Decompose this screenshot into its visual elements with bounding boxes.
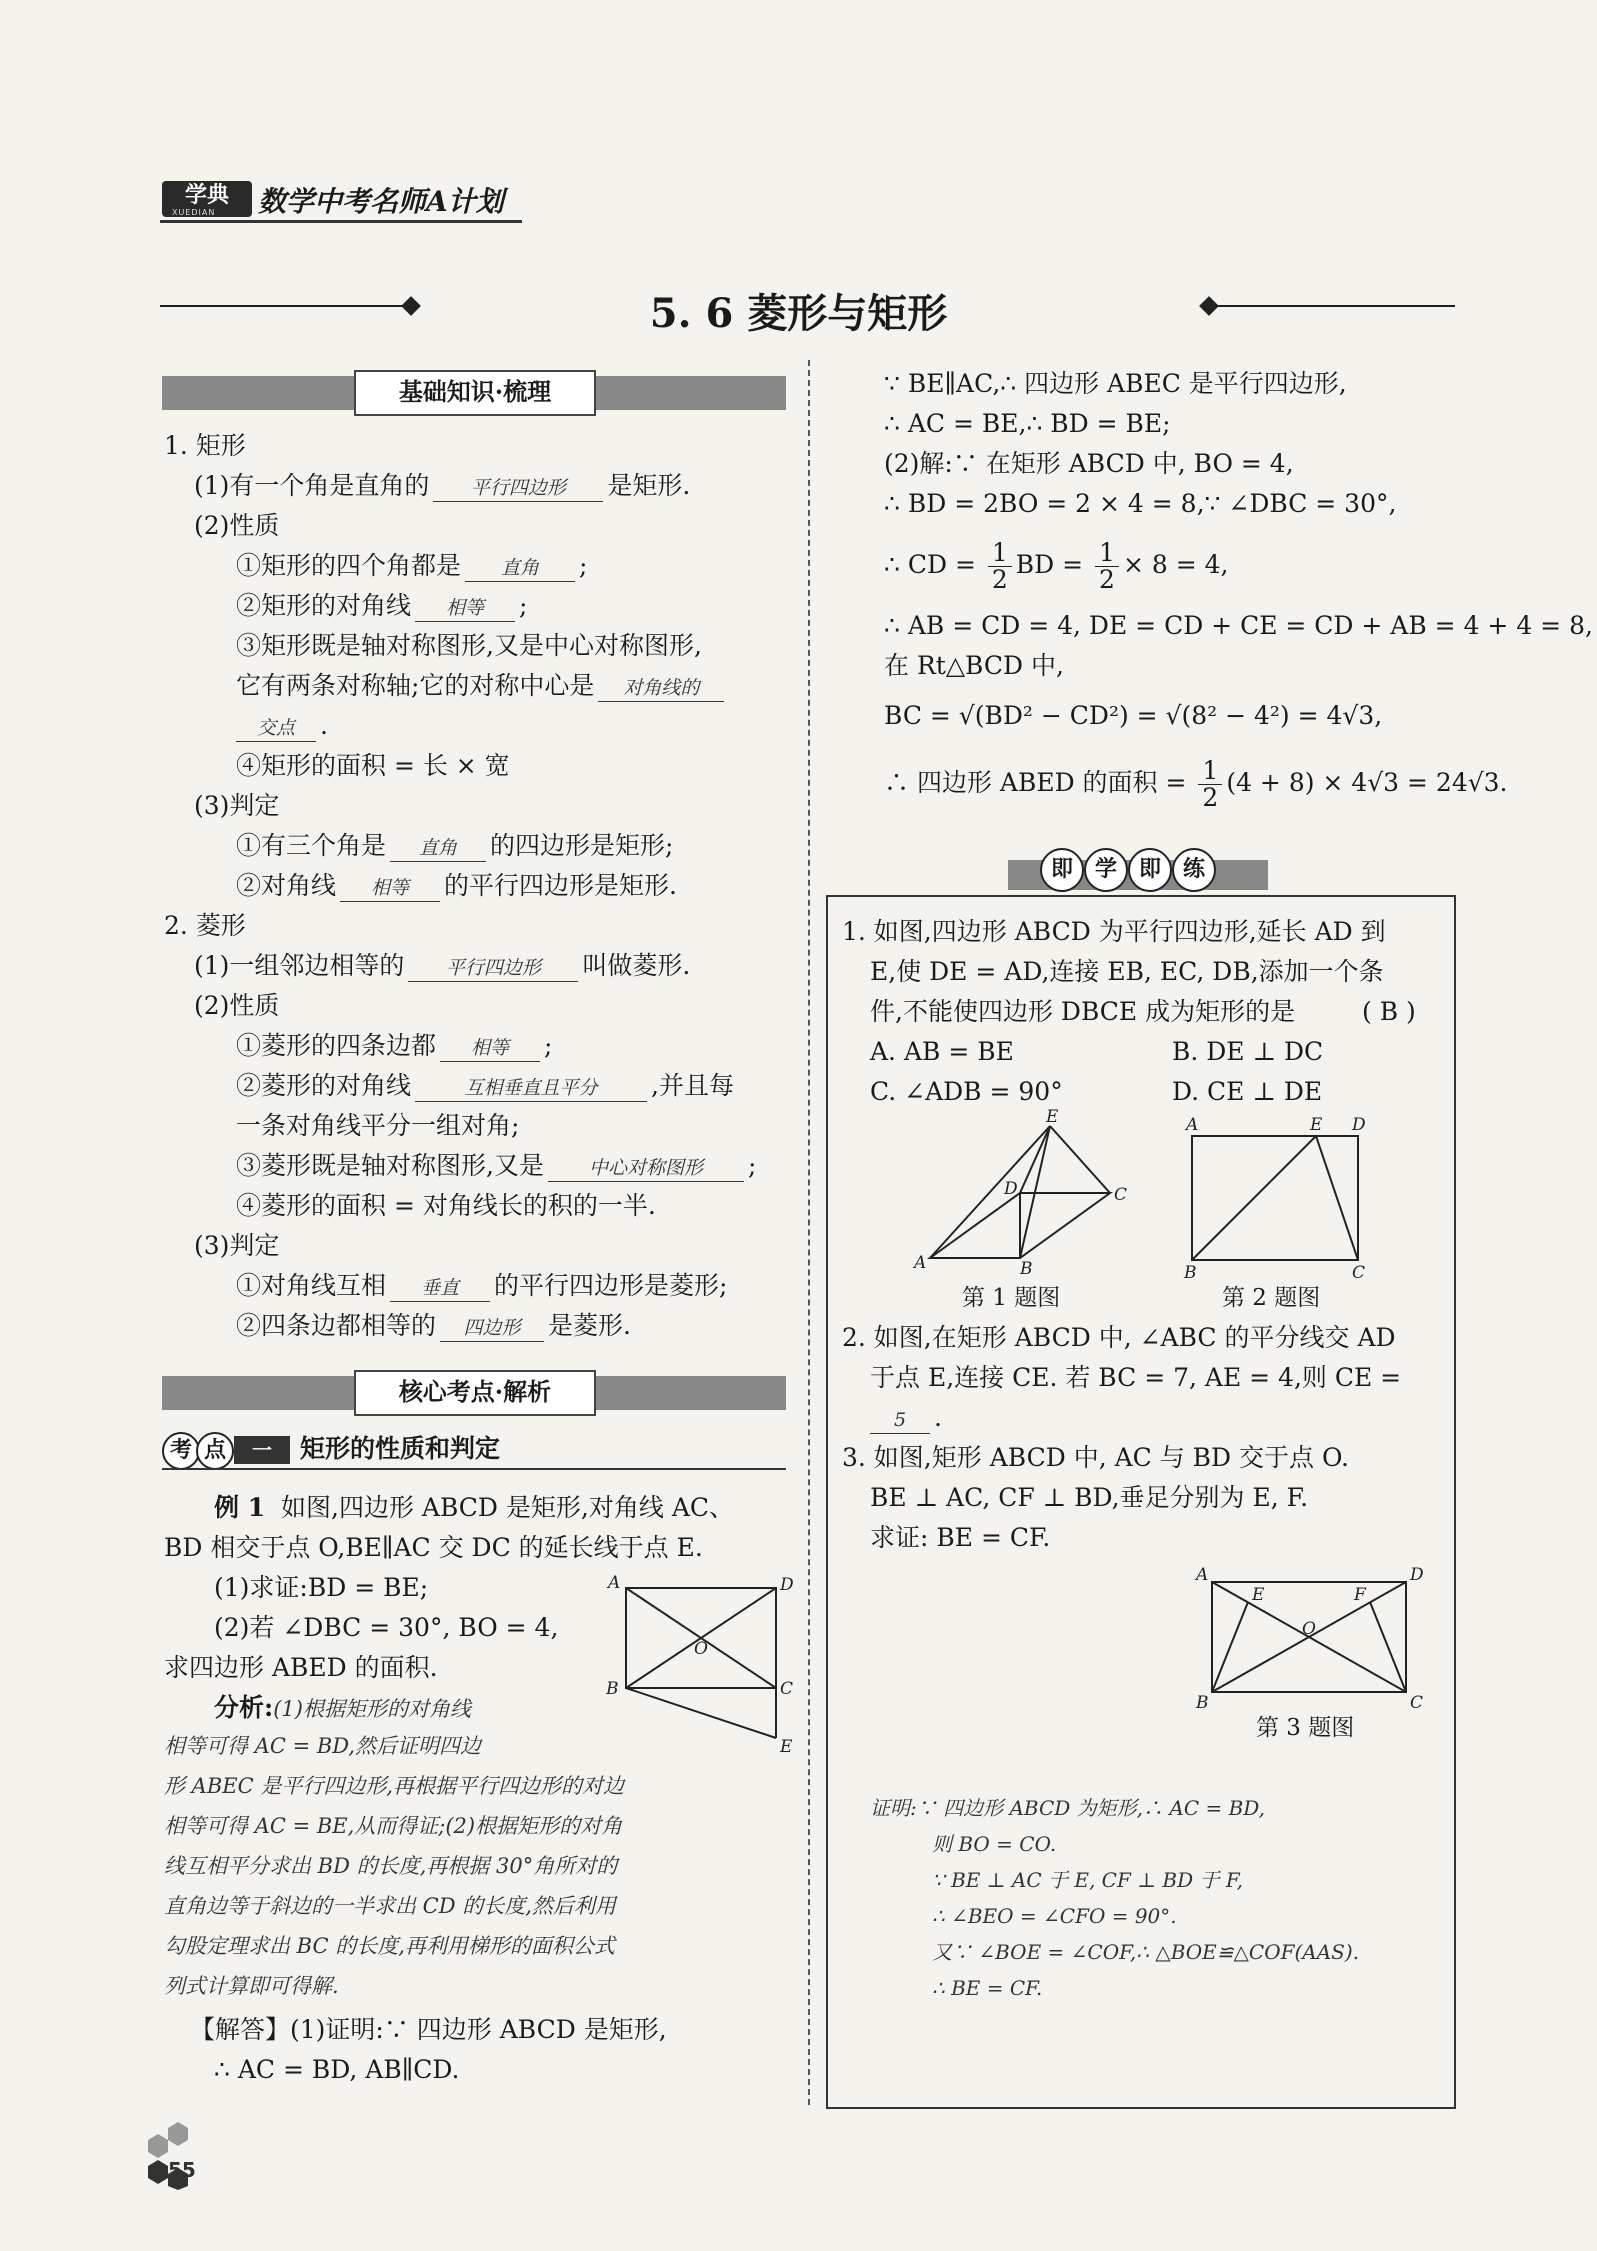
fraction-half: $\frac{1}{2}$	[1095, 540, 1119, 593]
publisher-logo-sub: XUEDIAN	[172, 208, 216, 217]
q2-line-1: 2. 如图,在矩形 ABCD 中, ∠ABC 的平分线交 AD	[842, 1323, 1396, 1352]
q1-line-1: 1. 如图,四边形 ABCD 为平行四边形,延长 AD 到	[842, 917, 1386, 946]
svg-text:E: E	[1046, 1108, 1059, 1127]
answer-blank: 对角线的	[598, 675, 724, 702]
practice-char: 即	[1040, 848, 1084, 892]
fraction-half: $\frac{1}{2}$	[1198, 758, 1222, 811]
rhombus-prop-heading: (2)性质	[194, 991, 280, 1020]
figure-2	[1180, 1110, 1370, 1280]
rect-prop-4: ④矩形的面积 = 长 × 宽	[236, 751, 510, 780]
example-line-2: BD 相交于点 O,BE∥AC 交 DC 的延长线于点 E.	[164, 1533, 703, 1562]
figure-1	[900, 1108, 1140, 1278]
rect-prop-1: ①矩形的四个角都是 直角 ;	[236, 551, 588, 580]
svg-text:E: E	[1252, 1585, 1265, 1605]
answer-blank: 垂直	[390, 1275, 490, 1302]
rhombus-def: (1)一组邻边相等的 平行四边形 叫做菱形.	[194, 951, 691, 980]
analysis-3: 形 ABEC 是平行四边形,再根据平行四边形的对边	[164, 1774, 625, 1798]
label-c: C	[780, 1679, 794, 1699]
analysis-6: 直角边等于斜边的一半求出 CD 的长度,然后利用	[164, 1894, 616, 1918]
analysis-7: 勾股定理求出 BC 的长度,再利用梯形的面积公式	[164, 1934, 615, 1958]
answer-blank: 平行四边形	[433, 475, 603, 502]
example-q2b: 求四边形 ABED 的面积.	[164, 1653, 438, 1682]
core-heading: 核心考点·解析	[354, 1370, 596, 1416]
rect-heading: 1. 矩形	[164, 431, 246, 460]
svg-text:A: A	[914, 1253, 927, 1273]
book-title: 数学中考名师A计划	[258, 185, 504, 218]
header-rule	[160, 220, 522, 223]
q3-line-2: BE ⊥ AC, CF ⊥ BD,垂足分别为 E, F.	[870, 1483, 1309, 1512]
q1-option-b: B. DE ⊥ DC	[1172, 1037, 1324, 1066]
analysis-2: 相等可得 AC = BD,然后证明四边	[164, 1734, 482, 1758]
proof-2: 则 BO = CO.	[932, 1832, 1057, 1856]
solution-r5: ∴ CD = $\frac{1}{2}$ BD = $\frac{1}{2}$ × 8 = 4,	[884, 538, 1229, 594]
rect-def: (1)有一个角是直角的 平行四边形 是矩形.	[194, 471, 691, 500]
answer-blank: 5	[870, 1407, 930, 1434]
example-line-1: 例 1 如图,四边形 ABCD 是矩形,对角线 AC、	[214, 1493, 734, 1522]
q3-line-3: 求证: BE = CF.	[870, 1523, 1051, 1552]
answer-blank: 相等	[415, 595, 515, 622]
solution-2: ∴ AC = BD, AB∥CD.	[214, 2055, 460, 2084]
q1-option-a: A. AB = BE	[870, 1037, 1014, 1066]
figure-3	[1192, 1560, 1432, 1710]
q1-line-2: E,使 DE = AD,连接 EB, EC, DB,添加一个条	[870, 957, 1384, 986]
analysis-1: 分析:(1)根据矩形的对角线	[214, 1693, 471, 1722]
keypoint-header	[162, 1430, 786, 1470]
label-d: D	[780, 1575, 794, 1595]
proof-6: ∴ BE = CF.	[932, 1976, 1043, 2000]
rhombus-prop-2b: 一条对角线平分一组对角;	[236, 1111, 520, 1140]
rect-judge-heading: (3)判定	[194, 791, 280, 820]
q2-line-3: 5 .	[870, 1398, 942, 1438]
figure-1-caption: 第 1 题图	[962, 1285, 1061, 1311]
svg-text:O: O	[1302, 1619, 1316, 1639]
solution-r7: 在 Rt△BCD 中,	[884, 651, 1064, 680]
rhombus-prop-2: ②菱形的对角线 互相垂直且平分 ,并且每	[236, 1071, 734, 1100]
practice-char: 练	[1172, 848, 1216, 892]
q1-line-3: 件,不能使四边形 DBCE 成为矩形的是	[870, 997, 1296, 1026]
svg-text:F: F	[1354, 1585, 1366, 1605]
keypoint-number: 一	[234, 1436, 290, 1464]
publisher-logo: 学典	[162, 181, 252, 217]
answer-blank: 中心对称图形	[548, 1155, 744, 1182]
svg-text:D: D	[1352, 1115, 1366, 1135]
label-o: O	[694, 1639, 708, 1659]
analysis-8: 列式计算即可得解.	[164, 1974, 339, 1998]
rect-prop-3c: 交点 .	[236, 706, 328, 746]
svg-text:A: A	[1186, 1115, 1199, 1135]
svg-text:B: B	[1020, 1259, 1033, 1278]
answer-blank: 直角	[390, 835, 486, 862]
rhombus-prop-1: ①菱形的四条边都 相等 ;	[236, 1031, 553, 1060]
rhombus-prop-4: ④菱形的面积 = 对角线长的积的一半.	[236, 1191, 656, 1220]
rect-prop-heading: (2)性质	[194, 511, 280, 540]
answer-blank: 相等	[440, 1035, 540, 1062]
solution-r4: ∴ BD = 2BO = 2 × 4 = 8,∵ ∠DBC = 30°,	[884, 489, 1397, 518]
analysis-4: 相等可得 AC = BE,从而得证;(2)根据矩形的对角	[164, 1814, 623, 1838]
rhombus-judge-heading: (3)判定	[194, 1231, 280, 1260]
q2-line-2: 于点 E,连接 CE. 若 BC = 7, AE = 4,则 CE =	[870, 1363, 1402, 1392]
keypoint-rule	[162, 1468, 786, 1470]
rect-prop-3b: 它有两条对称轴;它的对称中心是 对角线的	[236, 666, 728, 706]
q1-option-c: C. ∠ADB = 90°	[870, 1077, 1063, 1106]
fraction-half: $\frac{1}{2}$	[988, 540, 1012, 593]
solution-1: 【解答】(1)证明:∵ 四边形 ABCD 是矩形,	[190, 2015, 667, 2044]
keypoint-circle-1: 考	[162, 1432, 200, 1470]
keypoint-title: 矩形的性质和判定	[300, 1434, 501, 1463]
rhombus-prop-3: ③菱形既是轴对称图形,又是 中心对称图形 ;	[236, 1151, 757, 1180]
rhombus-judge-2: ②四条边都相等的 四边形 是菱形.	[236, 1311, 631, 1340]
svg-text:A: A	[1196, 1565, 1209, 1585]
keypoint-circle-2: 点	[196, 1432, 234, 1470]
label-a: A	[608, 1573, 621, 1593]
q3-line-1: 3. 如图,矩形 ABCD 中, AC 与 BD 交于点 O.	[842, 1443, 1349, 1472]
rect-prop-2: ②矩形的对角线 相等 ;	[236, 591, 528, 620]
basics-heading: 基础知识·梳理	[354, 370, 596, 416]
solution-r3: (2)解:∵ 在矩形 ABCD 中, BO = 4,	[884, 449, 1294, 478]
solution-r2: ∴ AC = BE,∴ BD = BE;	[884, 409, 1171, 438]
solution-r1: ∵ BE∥AC,∴ 四边形 ABEC 是平行四边形,	[884, 369, 1347, 398]
rect-judge-1: ①有三个角是 直角 的四边形是矩形;	[236, 831, 674, 860]
answer-blank: 直角	[465, 555, 575, 582]
example-figure	[606, 1568, 806, 1758]
practice-char: 即	[1128, 848, 1172, 892]
rhombus-heading: 2. 菱形	[164, 911, 246, 940]
analysis-5: 线互相平分求出 BD 的长度,再根据 30°角所对的	[164, 1854, 618, 1878]
q1-option-d: D. CE ⊥ DE	[1172, 1077, 1323, 1106]
proof-4: ∴ ∠BEO = ∠CFO = 90°.	[932, 1904, 1177, 1928]
answer-blank: 平行四边形	[408, 955, 578, 982]
example-q1: (1)求证:BD = BE;	[214, 1573, 429, 1602]
practice-char: 学	[1084, 848, 1128, 892]
practice-heading	[1040, 846, 1240, 890]
svg-text:B: B	[1196, 1693, 1209, 1710]
solution-r6: ∴ AB = CD = 4, DE = CD + CE = CD + AB = 4 + 4 = 8,	[884, 611, 1593, 640]
column-divider	[808, 360, 810, 2105]
figure-2-caption: 第 2 题图	[1222, 1285, 1321, 1311]
solution-r9: ∴ 四边形 ABED 的面积 = $\frac{1}{2}$ (4 + 8) × 4√3 = 24√3.	[884, 756, 1508, 812]
rect-judge-2: ②对角线 相等 的平行四边形是矩形.	[236, 871, 677, 900]
svg-text:E: E	[1310, 1115, 1323, 1135]
svg-text:C: C	[1410, 1693, 1424, 1710]
label-b: B	[606, 1679, 619, 1699]
section-title: 5. 6 菱形与矩形	[649, 290, 948, 337]
svg-text:D: D	[1410, 1565, 1424, 1585]
figure-3-caption: 第 3 题图	[1256, 1715, 1355, 1741]
proof-5: 又∵ ∠BOE = ∠COF,∴ △BOE≌△COF(AAS).	[932, 1940, 1360, 1964]
answer-blank: 相等	[340, 875, 440, 902]
rect-prop-3: ③矩形既是轴对称图形,又是中心对称图形,	[236, 631, 702, 660]
svg-text:C: C	[1114, 1185, 1128, 1205]
rhombus-judge-1: ①对角线互相 垂直 的平行四边形是菱形;	[236, 1271, 728, 1300]
answer-blank: 四边形	[440, 1315, 544, 1342]
example-q2: (2)若 ∠DBC = 30°, BO = 4,	[214, 1613, 559, 1642]
proof-3: ∵ BE ⊥ AC 于 E, CF ⊥ BD 于 F,	[932, 1868, 1243, 1892]
answer-blank: 交点	[236, 715, 316, 742]
svg-text:B: B	[1184, 1263, 1197, 1280]
proof-1: 证明:∵ 四边形 ABCD 为矩形,∴ AC = BD,	[870, 1796, 1265, 1820]
answer-blank: 互相垂直且平分	[415, 1075, 647, 1102]
q1-answer: ( B )	[1362, 997, 1416, 1026]
svg-text:D: D	[1004, 1179, 1018, 1199]
page-number: 55	[168, 2158, 196, 2182]
svg-text:C: C	[1352, 1263, 1366, 1280]
label-e: E	[780, 1737, 793, 1757]
solution-r8: BC = √(BD² − CD²) = √(8² − 4²) = 4√3,	[884, 701, 1383, 730]
